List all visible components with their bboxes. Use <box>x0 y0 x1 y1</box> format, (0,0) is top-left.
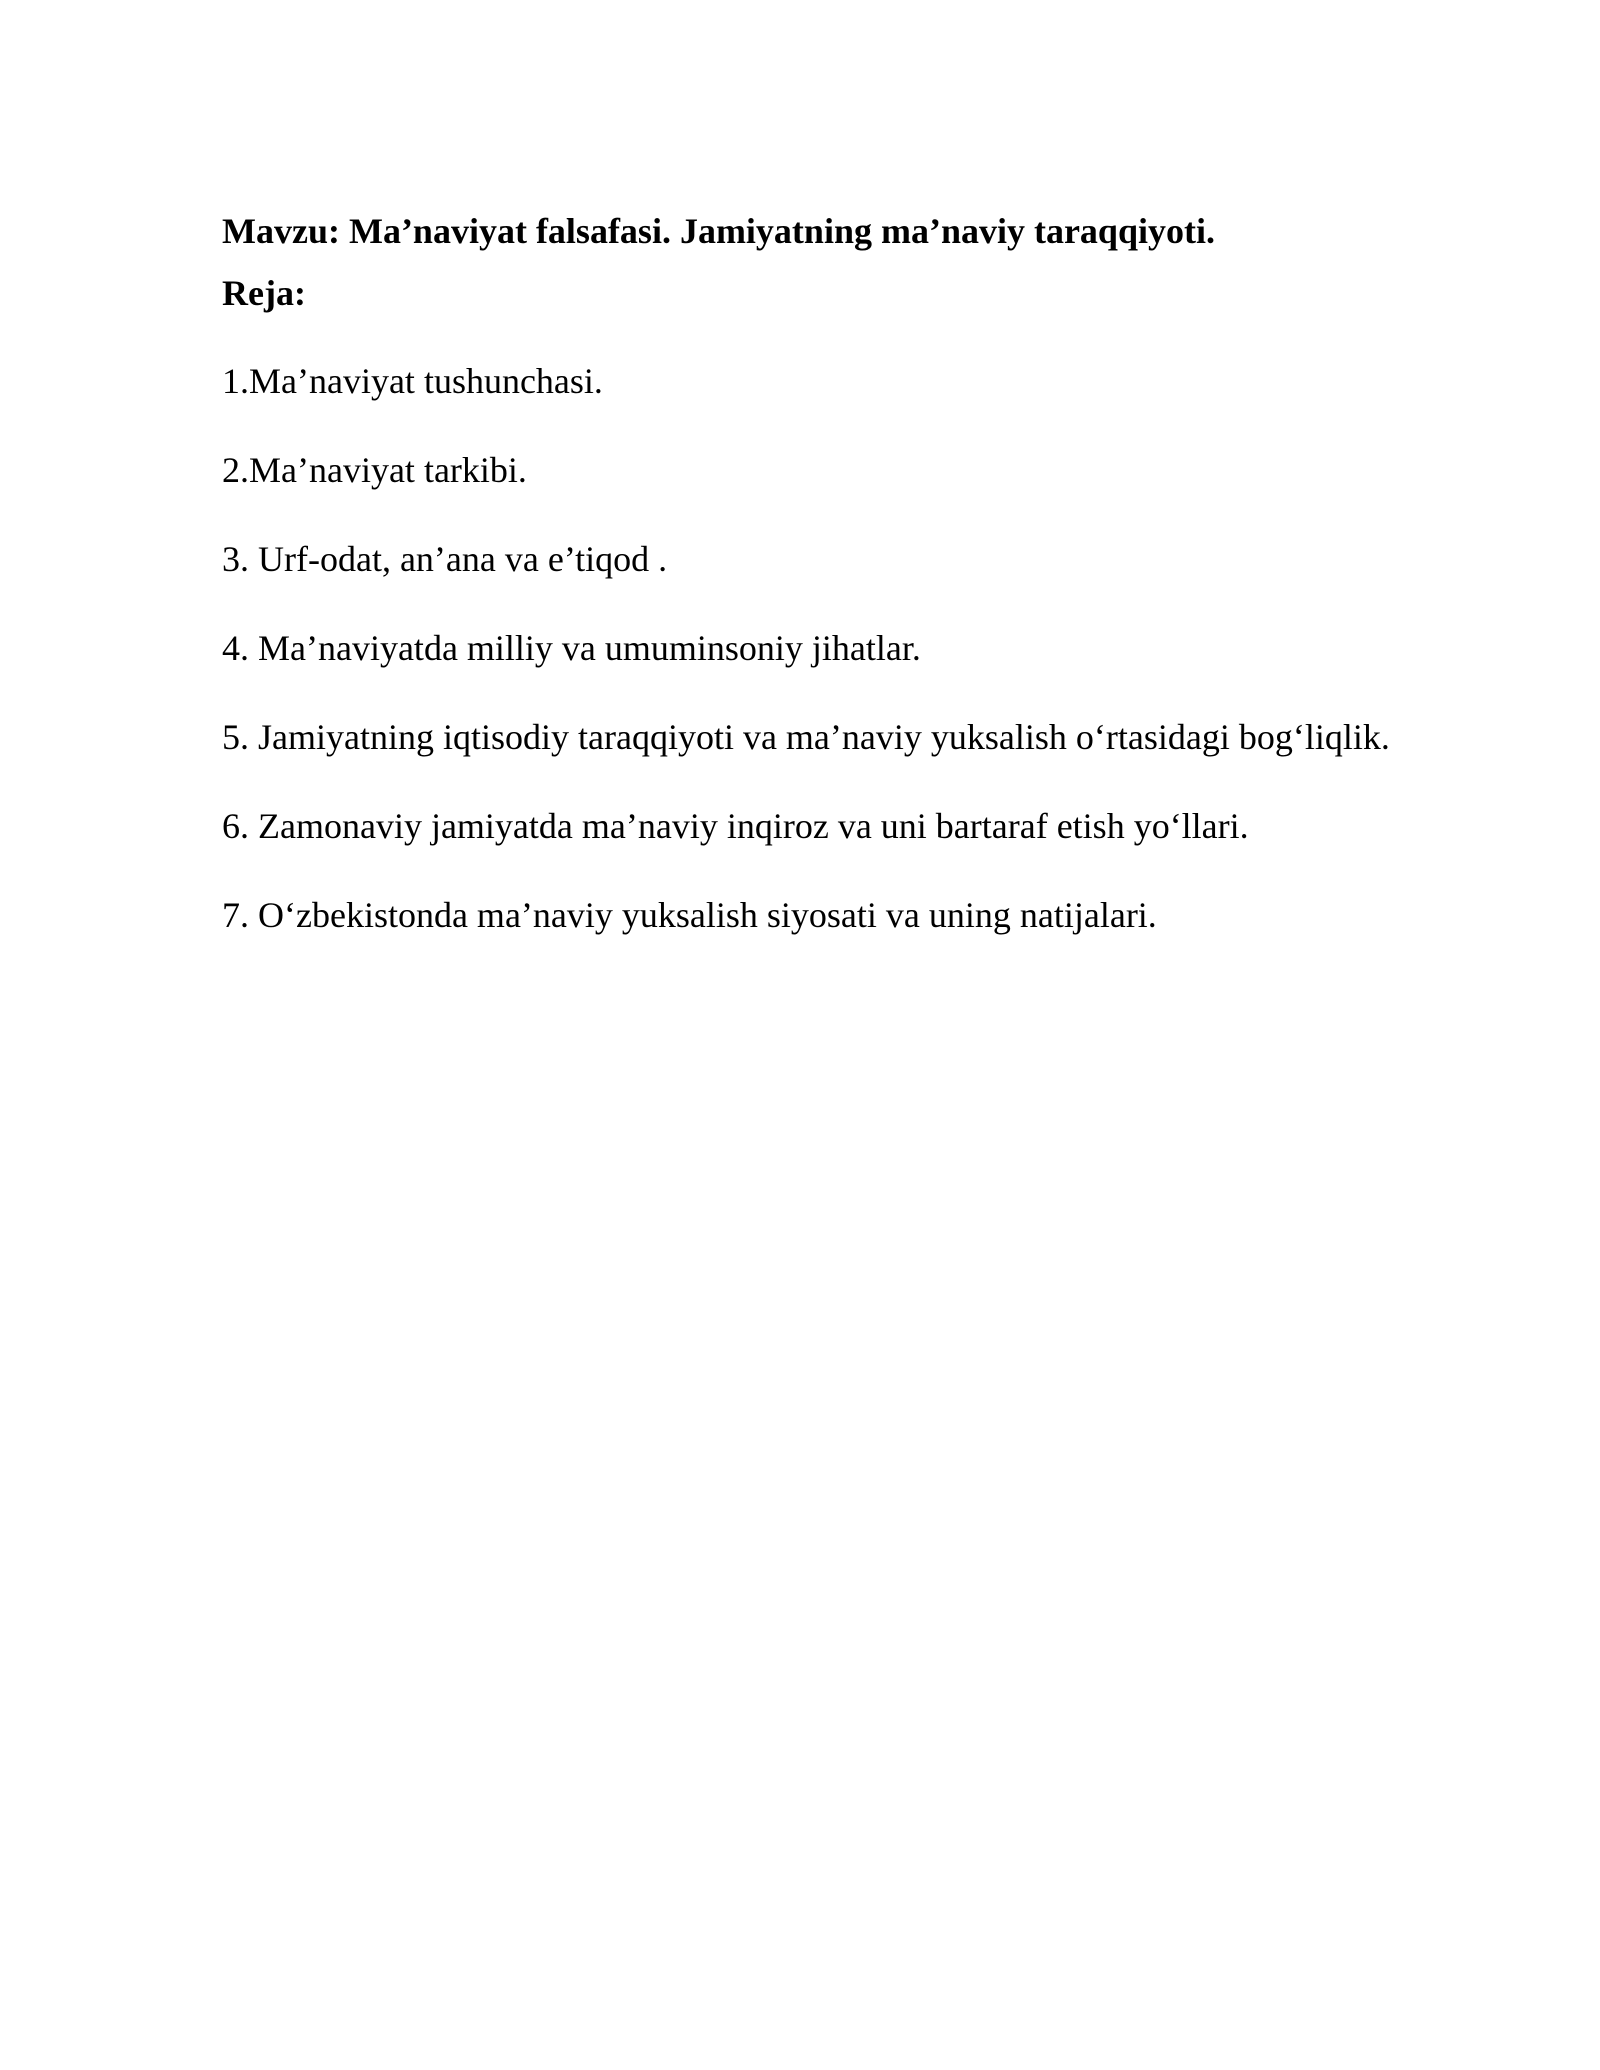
plan-item: 1.Ma’naviyat tushunchasi. <box>222 361 603 401</box>
plan-item: 2.Ma’naviyat tarkibi. <box>222 450 527 490</box>
plan-item: 3. Urf-odat, an’ana va e’tiqod . <box>222 539 668 579</box>
plan-item: 5. Jamiyatning iqtisodiy taraqqiyoti va ma’naviy yuksalish o‘rtasidagi bog‘liqlik. <box>222 717 1390 757</box>
document-title: Mavzu: Ma’naviyat falsafasi. Jamiyatning ma’naviy taraqqiyoti. <box>222 211 1215 251</box>
document-content <box>222 205 1422 978</box>
plan-item: 6. Zamonaviy jamiyatda ma’naviy inqiroz va uni bartaraf etish yo‘llari. <box>222 806 1249 846</box>
plan-item: 4. Ma’naviyatda milliy va umuminsoniy jihatlar. <box>222 628 921 668</box>
plan-list <box>222 355 1422 941</box>
plan-item: 7. O‘zbekistonda ma’naviy yuksalish siyosati va uning natijalari. <box>222 895 1157 935</box>
plan-heading: Reja: <box>222 273 306 313</box>
